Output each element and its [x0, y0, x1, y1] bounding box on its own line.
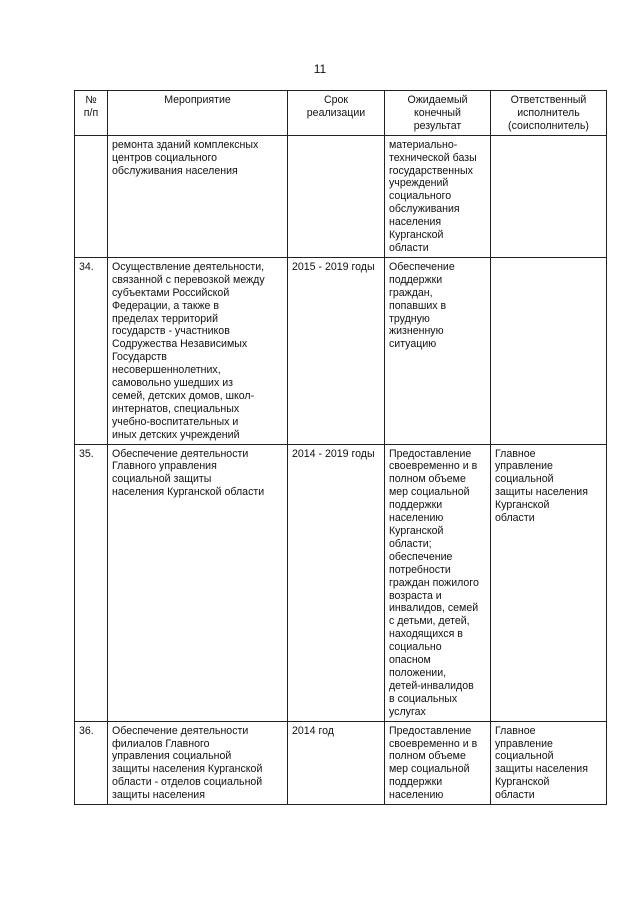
row-result-text: Обеспечение поддержки граждан, попавших в трудную жизненную ситуацию [389, 260, 455, 351]
header-event [108, 91, 288, 136]
row-result-text: материально- технической базы государственных учреждений социального обслуживания населения Курганской области [389, 138, 477, 254]
table-header [75, 91, 607, 136]
table-row [75, 257, 607, 444]
row-term-text: 2015 - 2019 годы [292, 260, 375, 273]
row-term-text: 2014 год [292, 724, 334, 737]
header-term [288, 91, 385, 136]
header-number-text: № п/п [83, 94, 99, 119]
row-event-text: Осуществление деятельности, связанной с перевозкой между субъектами Российской Федерации, а также в пределах территорий государств - участников Содружества Независимых Государств несовершеннолетних, самовольно ушедших из семей, детских домов, школ- интернатов, специальных учебно-воспитательных и иных детских учреждений [112, 260, 265, 441]
header-event-text: Мероприятие [164, 94, 231, 106]
row-responsible-text: Главное управление социальной защиты населения Курганской области [495, 724, 588, 802]
row-number [75, 444, 108, 721]
row-result [385, 721, 491, 804]
row-term-text: 2014 - 2019 годы [292, 447, 375, 460]
row-number-text: 36. [79, 724, 94, 737]
row-event [108, 135, 288, 257]
header-result [385, 91, 491, 136]
row-number [75, 257, 108, 444]
row-number-text: 35. [79, 447, 94, 460]
table-body [75, 135, 607, 804]
row-responsible [491, 257, 607, 444]
row-event-text: ремонта зданий комплексных центров социального обслуживания населения [112, 138, 259, 177]
row-term [288, 135, 385, 257]
page-number: 11 [313, 62, 327, 76]
row-result [385, 444, 491, 721]
row-event [108, 721, 288, 804]
row-event [108, 257, 288, 444]
row-result-text: Предоставление своевременно и в полном объеме мер социальной поддержки населению Курганской области; обеспечение потребности граждан пожилого возраста и инвалидов, семей с детьми, детей, находящихся в социально опасном положении, детей-инвалидов в социальных услугах [389, 447, 479, 718]
row-result [385, 257, 491, 444]
row-term [288, 444, 385, 721]
row-term [288, 257, 385, 444]
table-row [75, 721, 607, 804]
row-event [108, 444, 288, 721]
row-responsible [491, 135, 607, 257]
header-number [75, 91, 108, 136]
row-number [75, 135, 108, 257]
row-number-text: 34. [79, 260, 94, 273]
header-responsible-text: Ответственный исполнитель (соисполнитель) [508, 94, 589, 132]
row-responsible [491, 444, 607, 721]
header-result-text: Ожидаемый конечный результат [407, 94, 468, 132]
row-term [288, 721, 385, 804]
row-responsible [491, 721, 607, 804]
header-row [75, 91, 607, 136]
header-term-text: Срок реализации [306, 94, 366, 119]
row-number [75, 721, 108, 804]
header-responsible [491, 91, 607, 136]
row-event-text: Обеспечение деятельности филиалов Главного управления социальной защиты населения Курганской области - отделов социальной защиты населения [112, 724, 263, 802]
table-row [75, 135, 607, 257]
row-result [385, 135, 491, 257]
row-responsible-text: Главное управление социальной защиты населения Курганской области [495, 447, 588, 525]
row-event-text: Обеспечение деятельности Главного управления социальной защиты населения Курганской области [112, 447, 265, 499]
row-result-text: Предоставление своевременно и в полном объеме мер социальной поддержки населению [389, 724, 478, 802]
measures-table [74, 90, 607, 805]
table-row [75, 444, 607, 721]
